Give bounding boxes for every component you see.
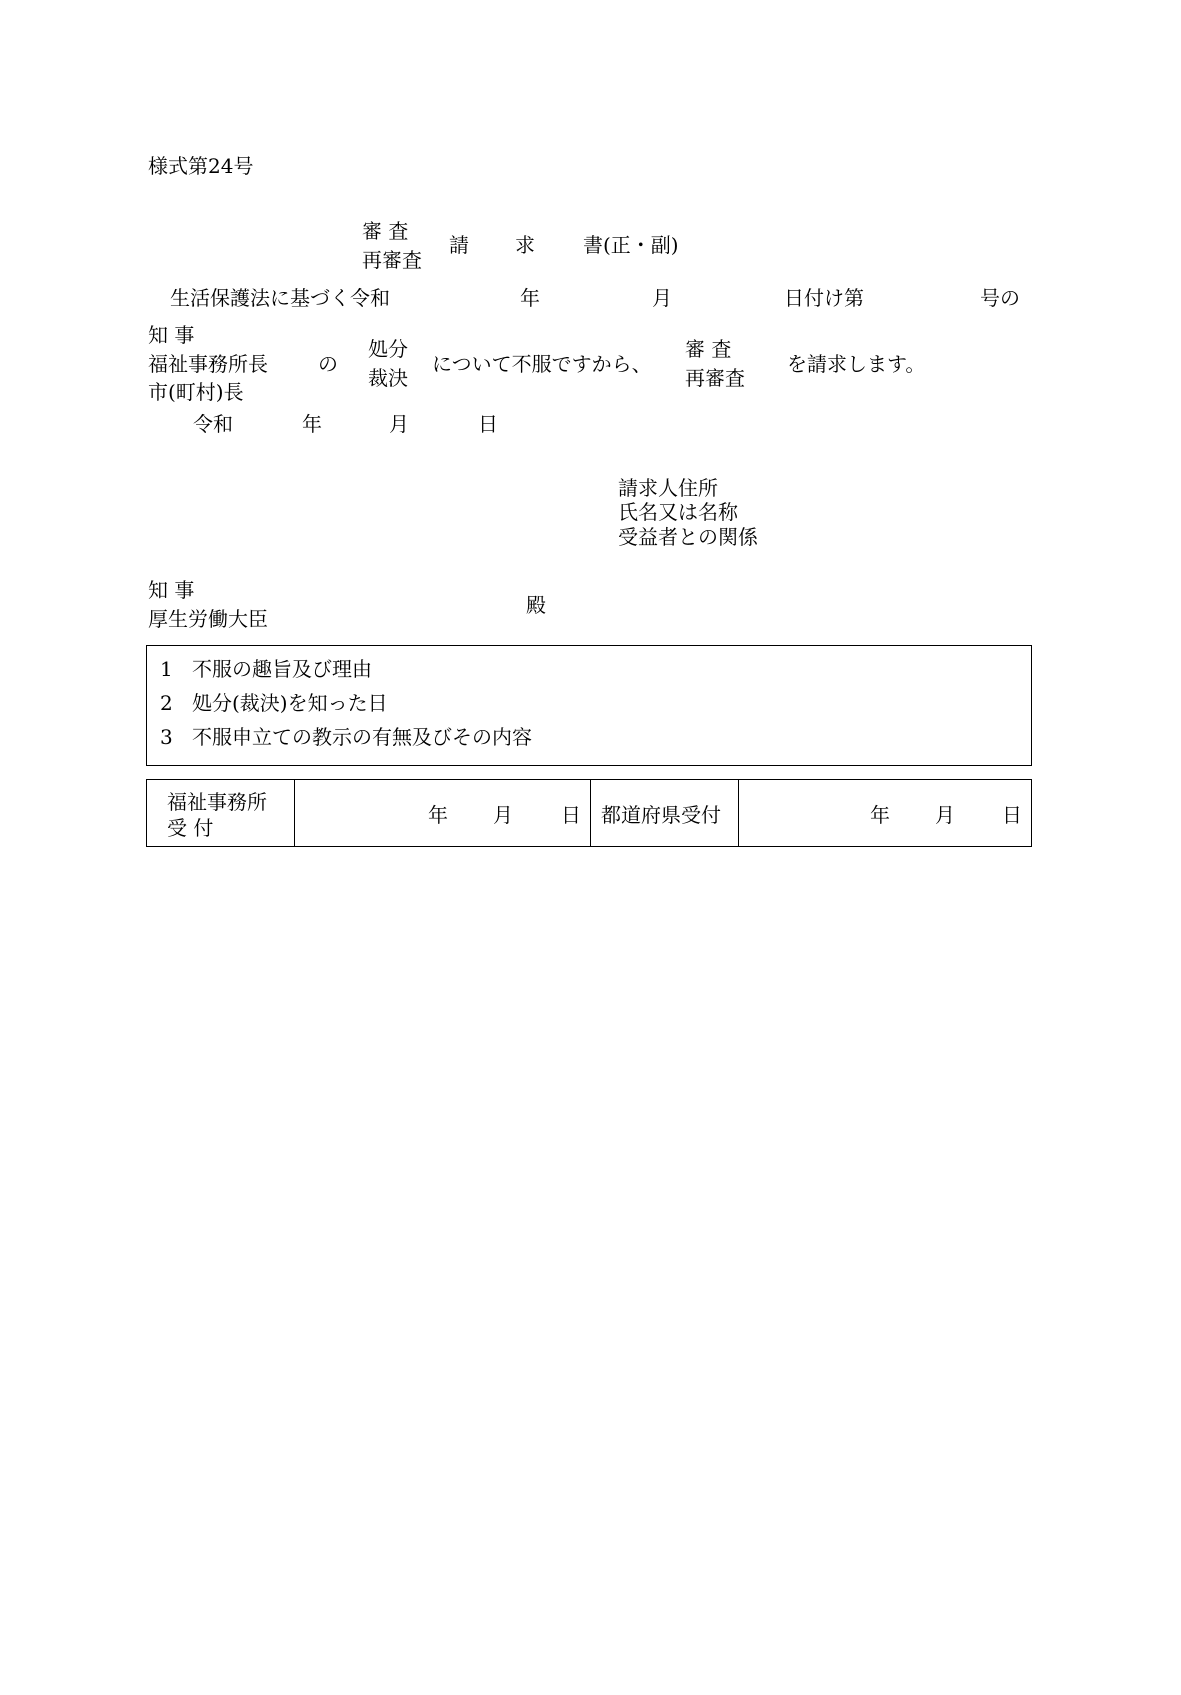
prefecture-day-label: 日 xyxy=(1002,803,1022,827)
item-3 xyxy=(160,727,532,747)
addressee-honorific: 殿 xyxy=(526,593,546,617)
basis-month-label: 月 xyxy=(652,286,672,310)
form-number: 様式第24号 xyxy=(148,154,254,178)
prefecture-year-label: 年 xyxy=(870,803,890,827)
item-1-number: 1 xyxy=(160,657,173,681)
basis-year-label: 年 xyxy=(520,286,540,310)
item-2 xyxy=(160,693,388,713)
reception-table xyxy=(146,779,1032,847)
welfare-office-date-cell xyxy=(295,780,591,846)
requester-relation-label: 受益者との関係 xyxy=(618,525,758,549)
authority-governor: 知 事 xyxy=(148,323,195,347)
prefecture-month-label: 月 xyxy=(935,803,955,827)
date-day-label: 日 xyxy=(478,412,498,436)
basis-number-label: 号の xyxy=(980,286,1020,310)
particle-no: の xyxy=(318,352,338,376)
objection-details-box xyxy=(146,645,1032,766)
basis-day-label: 日付け第 xyxy=(784,286,864,310)
item-1 xyxy=(160,659,372,679)
title-sho: 書(正・副) xyxy=(583,233,679,257)
item-1-text: 不服の趣旨及び理由 xyxy=(192,657,372,681)
action-disposition: 処分 xyxy=(368,337,408,361)
request-shinsa: 審 査 xyxy=(685,337,732,361)
authority-welfare-office-head: 福祉事務所長 xyxy=(148,352,268,376)
addressee-minister: 厚生労働大臣 xyxy=(148,607,268,631)
basis-text: 生活保護法に基づく令和 xyxy=(170,286,390,310)
title-kyu: 求 xyxy=(515,233,535,257)
request-saishinsa: 再審査 xyxy=(685,366,745,390)
action-decision: 裁決 xyxy=(368,366,408,390)
welfare-office-day-label: 日 xyxy=(561,803,581,827)
welfare-office-uketsuke xyxy=(167,818,267,838)
objection-text: について不服ですから、 xyxy=(432,352,652,376)
title-shin-char: 審 査 xyxy=(362,219,409,243)
date-era: 令和 xyxy=(193,412,233,436)
item-2-number: 2 xyxy=(160,691,173,715)
requester-name-label: 氏名又は名称 xyxy=(618,500,738,524)
item-3-number: 3 xyxy=(160,725,173,749)
date-month-label: 月 xyxy=(389,412,409,436)
prefecture-label-cell xyxy=(591,780,739,846)
prefecture-date-cell xyxy=(739,780,1031,846)
title-option-shinsa xyxy=(362,221,426,241)
welfare-office-uke: 受 付 xyxy=(167,816,214,840)
welfare-office-label-cell xyxy=(147,780,295,846)
request-end-text: を請求します。 xyxy=(787,352,926,376)
welfare-office-month-label: 月 xyxy=(493,803,513,827)
item-3-text: 不服申立ての教示の有無及びその内容 xyxy=(192,725,532,749)
authority-mayor: 市(町村)長 xyxy=(148,380,244,404)
title-sei: 請 xyxy=(449,233,469,257)
welfare-office-year-label: 年 xyxy=(428,803,448,827)
title-option-saishinsa: 再審査 xyxy=(362,248,422,272)
prefecture-label: 都道府県受付 xyxy=(601,803,721,827)
date-year-label: 年 xyxy=(302,412,322,436)
item-2-text: 処分(裁決)を知った日 xyxy=(192,691,388,715)
addressee-governor: 知 事 xyxy=(148,578,195,602)
welfare-office-label: 福祉事務所 xyxy=(167,790,267,814)
requester-address-label: 請求人住所 xyxy=(618,476,718,500)
